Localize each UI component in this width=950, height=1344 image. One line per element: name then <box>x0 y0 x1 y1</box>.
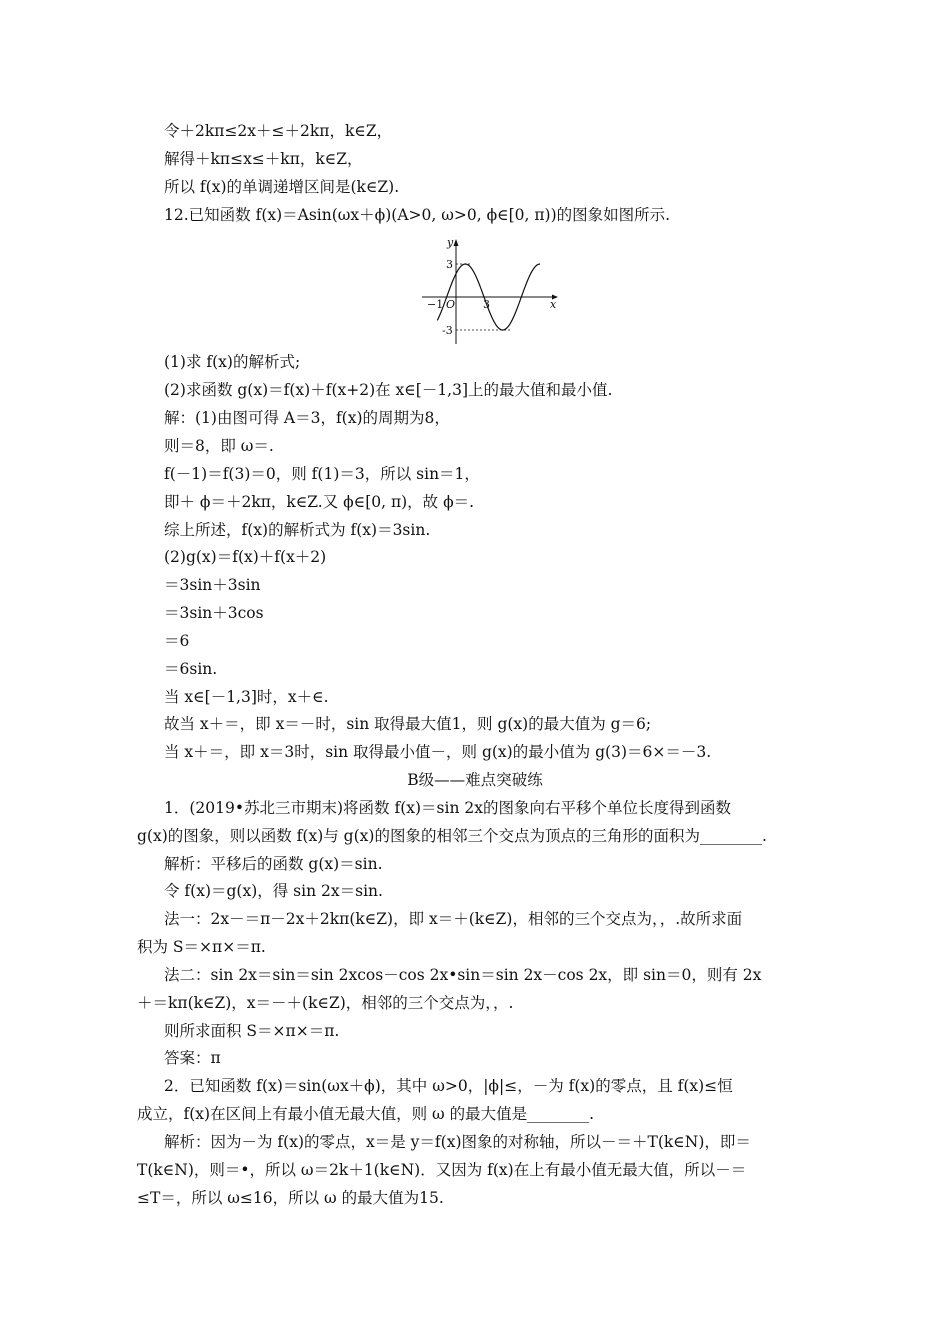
text-line: 综上所述，f(x)的解析式为 f(x)＝3sin. <box>164 521 431 539</box>
text-line: 当 x∈[－1,3]时，x＋∈. <box>164 688 329 706</box>
text-line: ＋＝kπ(k∈Z)，x＝－＋(k∈Z)，相邻的三个交点为，，. <box>137 994 514 1012</box>
answer-line: 答案：π <box>164 1049 221 1067</box>
text-line: 当 x＋＝，即 x＝3时，sin 取得最小值－，则 g(x)的最小值为 g(3)＝6×＝－3. <box>164 743 712 761</box>
text-line: 则所求面积 S＝×π×＝π. <box>164 1022 340 1040</box>
x-axis-label: x <box>550 298 557 311</box>
label-x3: 3 <box>483 298 490 311</box>
text-line: (2)g(x)＝f(x)＋f(x＋2) <box>164 548 327 566</box>
text-line: ≤T＝，所以 ω≤16，所以 ω 的最大值为15. <box>137 1189 444 1207</box>
y-axis-arrow <box>454 239 459 246</box>
text-line: (1)求 f(x)的解析式; <box>164 353 301 371</box>
label-neg1: −1 <box>427 298 444 311</box>
problem-1-statement: 1．(2019•苏北三市期末)将函数 f(x)＝sin 2x的图象向右平移个单位长度得到函数 <box>164 799 731 817</box>
text-line: ＝6sin. <box>164 660 218 678</box>
text-line: 故当 x＋＝，即 x＝－时，sin 取得最大值1，则 g(x)的最大值为 g＝6; <box>164 715 652 733</box>
text-line: f(－1)＝f(3)＝0，则 f(1)＝3，所以 sin＝1， <box>164 465 480 483</box>
problem-2-statement: 2．已知函数 f(x)＝sin(ωx＋ϕ)，其中 ω>0，|ϕ|≤，－为 f(x)的零点，且 f(x)≤恒 <box>164 1077 733 1095</box>
text-line: 即＋ ϕ＝＋2kπ，k∈Z.又 ϕ∈[0, π)，故 ϕ＝. <box>164 493 475 511</box>
text-line: g(x)的图象，则以函数 f(x)与 g(x)的图象的相邻三个交点为顶点的三角形的面积为________. <box>137 827 767 845</box>
text-line: 解析：平移后的函数 g(x)＝sin. <box>164 855 383 873</box>
sine-graph-svg <box>418 232 560 346</box>
text-line: 所以 f(x)的单调递增区间是(k∈Z). <box>164 178 400 196</box>
text-line: 法一：2x－＝π－2x＋2kπ(k∈Z)，即 x＝＋(k∈Z)，相邻的三个交点为，，.故所求面 <box>164 910 743 928</box>
label-max: 3 <box>446 258 453 271</box>
text-line: 解得＋kπ≤x≤＋kπ，k∈Z， <box>164 150 363 168</box>
text-line: ＝3sin＋3cos <box>164 604 264 622</box>
section-heading: B级——难点突破练 <box>407 771 543 789</box>
text-line: 令＋2kπ≤2x＋≤＋2kπ，k∈Z， <box>164 122 393 140</box>
y-axis-label: y <box>447 236 454 249</box>
text-line: 积为 S＝×π×＝π. <box>137 938 266 956</box>
text-line: 法二：sin 2x＝sin＝sin 2xcos－cos 2x•sin＝sin 2x－cos 2x，即 sin＝0，则有 2x <box>164 966 762 984</box>
text-line: 则＝8，即 ω＝. <box>164 437 274 455</box>
text-line: 解析：因为－为 f(x)的零点，x＝是 y＝f(x)图象的对称轴，所以－＝＋T(k∈N)，即＝ <box>164 1133 751 1151</box>
text-line: 令 f(x)＝g(x)，得 sin 2x＝sin. <box>164 882 383 900</box>
text-line: 解：(1)由图可得 A＝3，f(x)的周期为8， <box>164 409 450 427</box>
text-line: T(k∈N)，则＝•，所以 ω＝2k＋1(k∈N)．又因为 f(x)在上有最小值无最大值，所以－＝ <box>137 1161 747 1179</box>
problem-12-statement: 12.已知函数 f(x)＝Asin(ωx＋ϕ)(A>0, ω>0, ϕ∈[0, π))的图象如图所示. <box>164 206 671 224</box>
text-line: ＝6 <box>164 632 190 650</box>
label-min: -3 <box>442 324 453 337</box>
text-line: ＝3sin＋3sin <box>164 576 261 594</box>
text-line: 成立，f(x)在区间上有最小值无最大值，则 ω 的最大值是________. <box>137 1105 594 1123</box>
label-origin: O <box>446 298 456 311</box>
text-line: (2)求函数 g(x)＝f(x)＋f(x+2)在 x∈[－1,3]上的最大值和最小值. <box>164 381 613 399</box>
sine-graph-figure <box>418 232 560 346</box>
